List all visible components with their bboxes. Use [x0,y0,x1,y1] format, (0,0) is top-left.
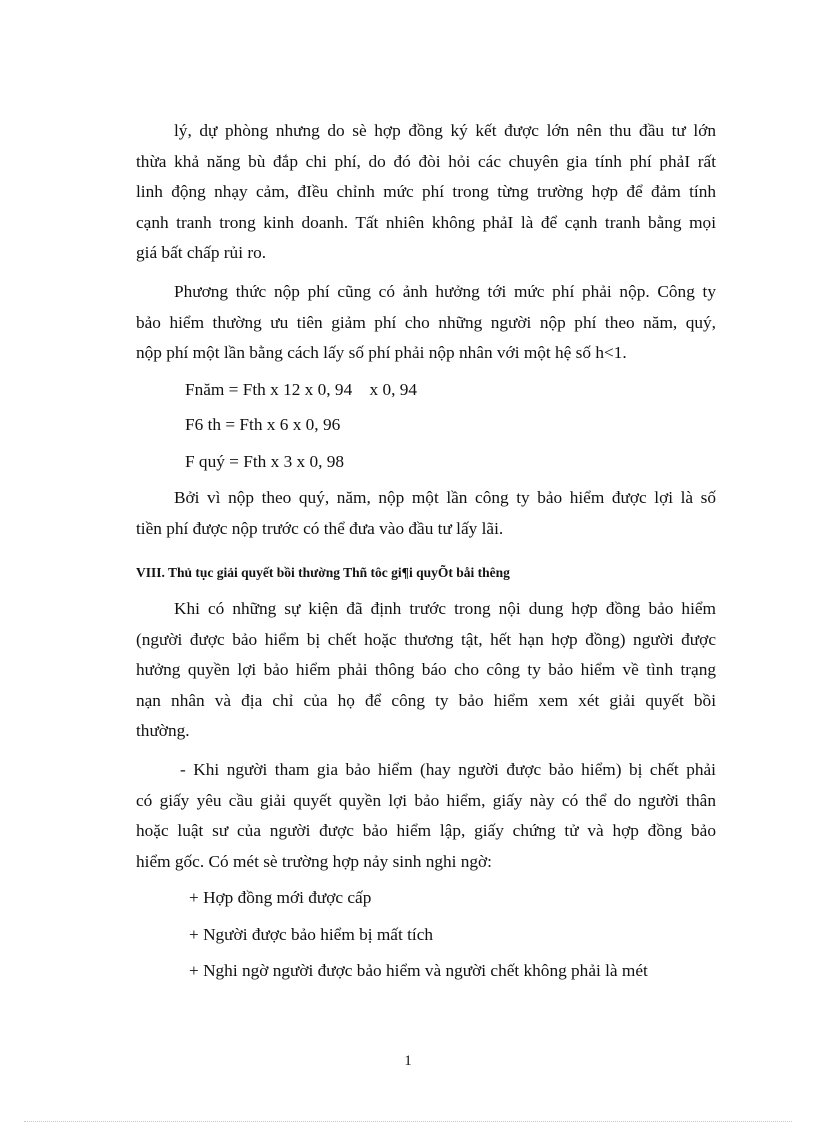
text-line: Phương thức nộp phí cũng có ảnh hưởng tới mức phí phải nộp. Công ty [174,282,716,301]
text-line: hoặc luật sư của người được bảo hiểm lập, giấy chứng tử và hợp đồng bảo [136,821,716,840]
formula-line: F quý = Fth x 3 x 0, 98 [185,452,345,471]
text-line: bảo hiểm thường ưu tiên giảm phí cho những người nộp phí theo năm, quý, [136,313,716,332]
list-item: + Hợp đồng mới được cấp [189,888,372,907]
formula-line: F6 th = Fth x 6 x 0, 96 [185,415,341,434]
text-line: thừa khả năng bù đắp chi phí, do đó đòi hỏi các chuyên gia tính phí phảI rất [136,152,716,171]
text-line: có giấy yêu cầu giải quyết quyền lợi bảo hiểm, giấy này có thể do người thân [136,791,716,810]
list-item: + Nghi ngờ người được bảo hiểm và người chết không phải là mét [189,961,648,980]
text-line: hiểm gốc. Có mét sè trường hợp nảy sinh nghi ngờ: [136,852,492,871]
page-number: 1 [404,1053,412,1069]
text-line: Bởi vì nộp theo quý, năm, nộp một lần công ty bảo hiểm được lợi là số [174,488,716,507]
section-heading: VIII. Thủ tục giải quyết bồi thường Thñ tôc gi¶i quyÕt båi thêng [136,565,510,580]
text-line: tiền phí được nộp trước có thể đưa vào đầu tư lấy lãi. [136,519,504,538]
page-bottom-divider [24,1121,792,1122]
text-line: hưởng quyền lợi bảo hiểm phải thông báo cho công ty bảo hiểm về tình trạng [136,660,716,679]
text-line: nộp phí một lần bằng cách lấy số phí phải nộp nhân với một hệ số h<1. [136,343,627,362]
text-line: (người được bảo hiểm bị chết hoặc thương tật, hết hạn hợp đồng) người được [136,630,716,649]
text-line: cạnh tranh trong kinh doanh. Tất nhiên không phảI là để cạnh tranh bằng mọi [136,213,716,232]
text-line: Khi có những sự kiện đã định trước trong nội dung hợp đồng bảo hiểm [174,599,716,618]
text-line: nạn nhân và địa chỉ của họ để công ty bảo hiểm xem xét giải quyết bồi [136,691,716,710]
text-line: - Khi người tham gia bảo hiểm (hay người được bảo hiểm) bị chết phải [180,760,716,779]
text-line: lý, dự phòng nhưng do sè hợp đồng ký kết được lớn nên thu đầu tư lớn [174,121,716,140]
text-line: linh động nhạy cảm, đIều chỉnh mức phí trong từng trường hợp để đảm tính [136,182,716,201]
formula-line: Fnăm = Fth x 12 x 0, 94 x 0, 94 [185,380,418,399]
text-line: giá bất chấp rủi ro. [136,243,267,262]
text-line: thường. [136,721,190,740]
list-item: + Người được bảo hiểm bị mất tích [189,925,434,944]
